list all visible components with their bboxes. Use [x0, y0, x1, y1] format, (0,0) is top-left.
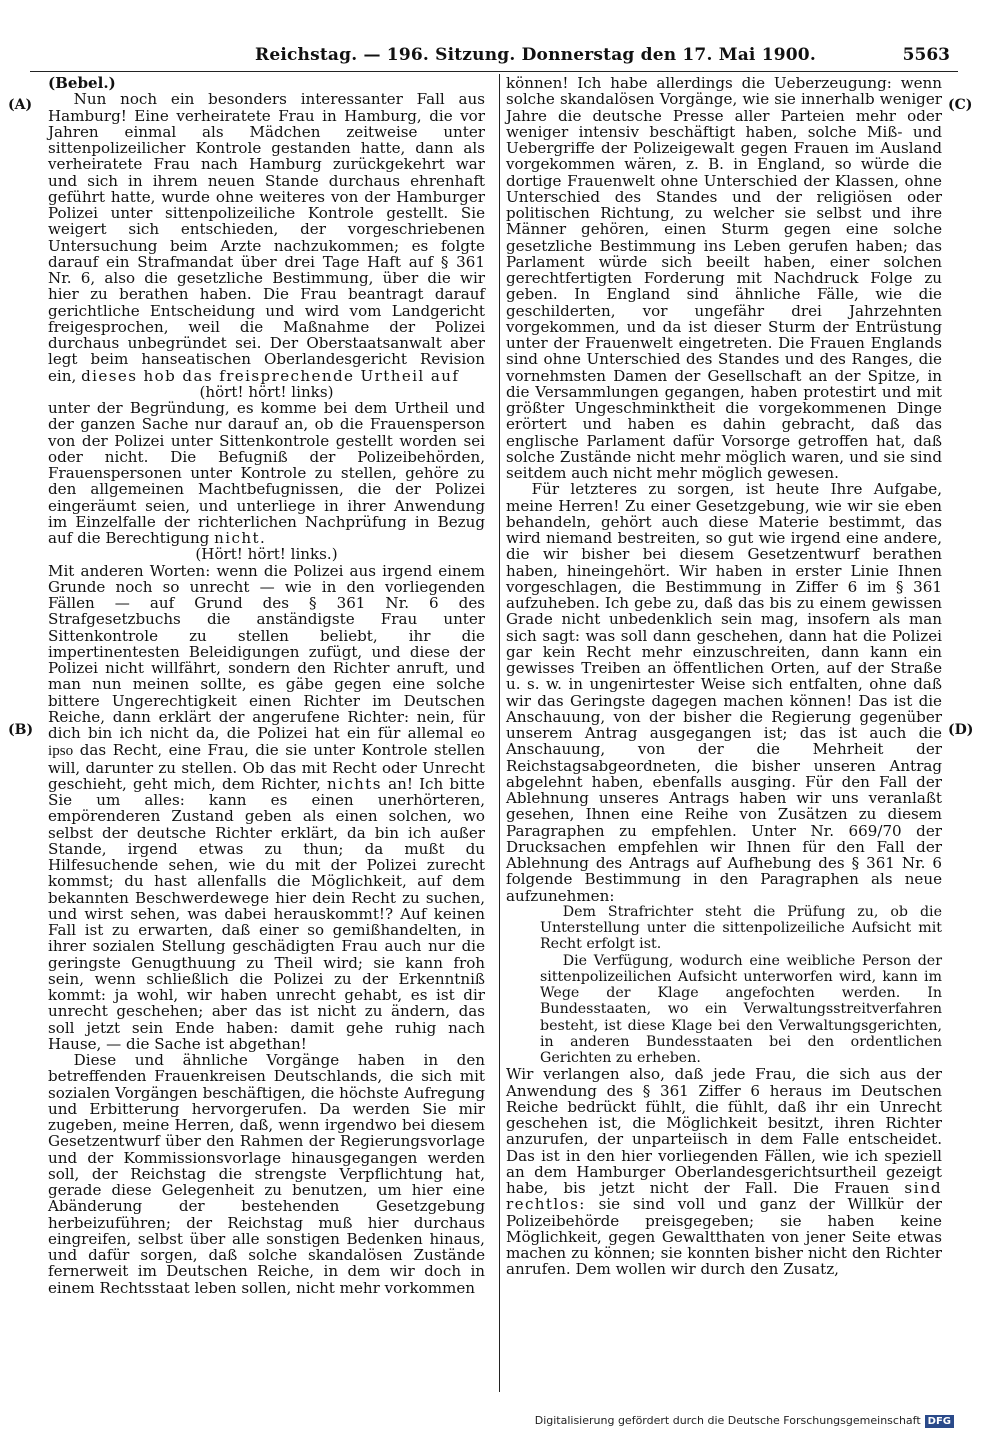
emphasized-text: nichts — [326, 774, 382, 793]
footer-credit — [535, 1414, 954, 1428]
dfg-logo: DFG — [925, 1415, 954, 1428]
page-number: 5563 — [902, 45, 950, 65]
paragraph — [48, 400, 485, 546]
running-title: Reichstag. — 196. Sitzung. Donnerstag den 17. Mai 1900. — [255, 45, 816, 65]
margin-marker-a: (A) — [8, 97, 33, 113]
column-divider — [499, 74, 500, 1392]
text-run: an! Ich bitte Sie um alles: kann es einen unerhörteren, empörenderen Zustand geben als einen solchen, wo selbst der deutsche Richter erklärt, da bin ich außer Stande, irgend etwas zu thun; da mußt du Hilfesuchende sehen, wie du mit der Polizei zurecht kommst; du hast allenfalls die Möglichkeit, auf dem bekannten Beschwerdewege hier dein Recht zu suchen, und wirst sehen, was dabei herauskommt!? Auf keinen Fall ist zu erwarten, daß einer so gemißhandelten, in ihrer sozialen Stellung geschädigten Frau auch nur die geringste Genugthuung zu Theil wird; sie kann froh sein, wenn schließlich die Polizei zu der Erkenntniß kommt: ja wohl, wir haben unrecht gehabt, es ist dir unrecht geschehen; aber das ist nicht zu ändern, das soll jetzt sein Ende haben: damit gehe ruhig nach Hause, — die Sache ist abgethan! — [48, 774, 485, 1053]
proposed-provision — [540, 904, 942, 1067]
emphasized-text: dieses hob das freisprechende Urtheil auf — [81, 366, 460, 385]
header-rule — [30, 71, 958, 72]
interjection: (hört! hört! links) — [199, 382, 334, 401]
paragraph: Diese und ähnliche Vorgänge haben in den betreffenden Frauenkreisen Deutschlands, die sich mit sozialen Vorgängen beschäftigen, die höchste Aufregung und Erbitterung hervorgerufen. Da werden Sie mir zugeben, meine Herren, daß, wenn irgendwo bei diesem Gesetzentwurf über den Rahmen der Regierungsvorlage und der Kommissionsvorlage hinausgegangen werden soll, der Reichstag die strengste Verpflichtung hat, gerade diese Gelegenheit zu benutzen, um hier eine Abänderung der bestehenden Gesetzgebung herbeizuführen; der Reichstag muß hier durchaus eingreifen, selbst über alle sonstigen Bedenken hinaus, und dafür sorgen, daß solche skandalösen Zustände fernerweit im Deutschen Reiche, in dem wir doch in einem Rechtsstaat leben sollen, nicht mehr vorkommen — [48, 1051, 485, 1297]
paragraph — [48, 563, 485, 1053]
text-run: sie sind voll und ganz der Willkür der Polizeibehörde preisgegeben; sie haben keine Möglichkeit, gegen Gewaltthaten von jener Seite etwas machen zu können; sie konnten bisher nicht den Richter anrufen. Dem wollen wir durch den Zusatz, — [506, 1195, 942, 1279]
emphasized-text: nicht. — [214, 529, 267, 547]
text-run: Mit anderen Worten: wenn die Polizei aus irgend einem Grunde noch so unrecht — wie in den vorliegenden Fällen — auf Grund des § 361 Nr. 6 des Strafgesetzbuchs die anständigste Frau unter Sittenkontrole zu stellen beliebt, ihr die impertinentesten Beleidigungen zufügt, und diese der Polizei nicht willfährt, sondern den Richter anruft, und man nun meinen sollte, es gäbe gegen eine solche bittere Ungerechtigkeit einen Richter im Deutschen Reiche, dann erklärt der angerufene Richter: nein, für dich bin ich nicht da, die Polizei hat ein für allemal — [48, 561, 485, 742]
text-run: das Recht, eine Frau, die sie unter Kontrole stellen will, darunter zu stellen. Ob das mit Recht oder Unrecht geschieht, geht mich, dem Richter, — [48, 741, 485, 793]
provision-paragraph: Dem Strafrichter steht die Prüfung zu, ob die Unterstellung unter die sittenpolizeiliche Aufsicht mit Recht erfolgt ist. — [540, 903, 942, 953]
paragraph — [48, 91, 485, 384]
margin-marker-c: (C) — [948, 97, 973, 113]
interjection: (Hört! hört! links.) — [195, 545, 338, 564]
text-run: Nun noch ein besonders interessanter Fall aus Hamburg! Eine verheiratete Frau in Hamburg, die vor Jahren einmal als Mädchen zeitweise unter sittenpolizeilicher Kontrole gestanden hatte, dann als verheiratete Frau nach Hamburg zurückgekehrt war und sich in ihrem neuen Stande durchaus ehrenhaft geführt hatte, wurde ohne weiteres von der Hamburger Polizei unter sittenpolizeiliche Kontrole gestellt. Sie weigert sich entschieden, der vorgeschriebenen Untersuchung beim Arzte nachzukommen; es folgte darauf ein Strafmandat über drei Tage Haft auf § 361 Nr. 6, also die gesetzliche Bestimmung, über die wir hier zu berathen haben. Die Frau beantragt darauf gerichtliche Entscheidung und wird vom Landgericht freigesprochen, weil die Maßnahme der Polizei durchaus unbegründet sei. Der Oberstaatsanwalt aber legt beim hanseatischen Oberlandesgericht Revision ein, — [48, 90, 485, 385]
paragraph: können! Ich habe allerdings die Ueberzeugung: wenn solche skandalösen Vorgänge, wie sie innerhalb weniger Jahre die deutsche Presse aller Parteien mehr oder weniger intensiv beschäftigt haben, solche Miß- und Uebergriffe der Polizeigewalt gegen Frauen im Ausland vorgekommen wären, z. B. in England, so würde die dortige Frauenwelt ohne Unterschied der Klassen, ohne Unterschied des Standes und der religiösen oder politischen Richtung, zu welcher sie selbst und ihre Männer gehören, einen Sturm gegen eine solche gesetzliche Bestimmung ins Leben gerufen haben; das Parlament würde sich beeilt haben, einer solchen gerechtfertigten Forderung mit Nachdruck Folge zu geben. In England sind ähnliche Fälle, wie die geschilderten, vor ungefähr drei Jahrzehnten vorgekommen, und da ist dieser Sturm der Entrüstung unter der Frauenwelt eingetreten. Die Frauen Englands sind ohne Unterschied des Standes und des Ranges, die vornehmsten Damen der Gesellschaft an der Spitze, in die Versammlungen gegangen, haben protestirt und mit größter Ungeschminktheit die vorgekommenen Dinge erörtert und haben es dahin gebracht, daß das englische Parlament dafür Vorsorge getroffen hat, daß solche Zustände nicht mehr möglich waren, und sie sind seitdem auch nicht mehr möglich gewesen. — [506, 74, 942, 482]
speaker-name: (Bebel.) — [48, 74, 116, 92]
paragraph: Für letzteres zu sorgen, ist heute Ihre Aufgabe, meine Herren! Zu einer Gesetzgebung, wie wir sie eben behandeln, gehört auch diese Materie bestimmt, das wird niemand bestreiten, so gut wie irgend eine andere, die wir bisher bei diesem Gesetzentwurf berathen haben, hineingehört. Wir haben in erster Linie Ihnen vorgeschlagen, die Bestimmung in Ziffer 6 im § 361 aufzuheben. Ich gebe zu, daß das bis zu einem gewissen Grade nicht unbedenklich sein mag, insofern als man sich sagt: was soll dann geschehen, dann hat die Polizei gar kein Recht mehr einzuschreiten, dann kann ein gewisses Treiben an öffentlichen Orten, auf der Straße u. s. w. in ungenirtester Weise sich entfalten, ohne daß wir das Geringste dagegen machen können! Das ist die Anschauung, von der bisher die Regierung gegenüber unserem Antrag ausgegangen ist; das ist auch die Anschauung, von der die Mehrheit der Reichstagsabgeordneten, die bisher unseren Antrag abgelehnt haben, ebenfalls ausging. Für den Fall der Ablehnung unseres Antrags haben wir uns veranlaßt gesehen, Ihnen eine Reihe von Zusätzen zu diesem Paragraphen zu empfehlen. Unter Nr. 669/70 der Drucksachen empfehlen wir Ihnen für den Fall der Ablehnung des Antrags auf Aufhebung des § 361 Nr. 6 folgende Bestimmung in den Paragraphen als neue aufzunehmen: — [506, 480, 942, 905]
left-column — [48, 75, 485, 1296]
emphasized-text: sind rechtlos: — [506, 1179, 942, 1214]
margin-marker-b: (B) — [8, 722, 34, 738]
text-run: Wir verlangen also, daß jede Frau, die sich aus der Anwendung des § 361 Ziffer 6 heraus im Deutschen Reiche bedrückt fühlt, die fühlt, daß ihr ein Unrecht geschehen ist, die Möglichkeit besitzt, ihren Richter anzurufen, der unparteiisch in dem Falle entscheidet. Das ist in den hier vorliegenden Fällen, wie ich speziell an dem Hamburger Oberlandesgerichtsurtheil gezeigt habe, bis jetzt nicht der Fall. Die Frauen — [506, 1065, 942, 1197]
text-run: unter der Begründung, es komme bei dem Urtheil und der ganzen Sache nur darauf an, ob die Frauensperson von der Polizei unter Sittenkontrole gestellt worden sei oder nicht. Die Befugniß der Polizeibehörden, Frauenspersonen unter Kontrole zu stellen, gehöre zu den allgemeinen Machtbefugnissen, die der Polizei eingeräumt seien, und unterliege in ihrer Anwendung im Einzelfalle der richterlichen Nachprüfung in Bezug auf die Berechtigung — [48, 399, 485, 547]
margin-marker-d: (D) — [948, 722, 974, 738]
right-column — [506, 75, 942, 1278]
page-header — [30, 45, 950, 71]
footer-text: Digitalisierung gefördert durch die Deutsche Forschungsgemeinschaft — [534, 1414, 921, 1427]
paragraph — [506, 1066, 942, 1277]
latin-phrase: eo ipso — [48, 726, 485, 760]
provision-paragraph: Die Verfügung, wodurch eine weibliche Person der sittenpolizeilichen Aufsicht unterworfen wird, kann im Wege der Klage angefochten werden. In Bundesstaaten, wo ein Verwaltungsstreitverfahren besteht, ist diese Klage bei den Verwaltungsgerichten, in anderen Bundesstaaten bei den ordentlichen Gerichten zu erheben. — [540, 952, 942, 1066]
